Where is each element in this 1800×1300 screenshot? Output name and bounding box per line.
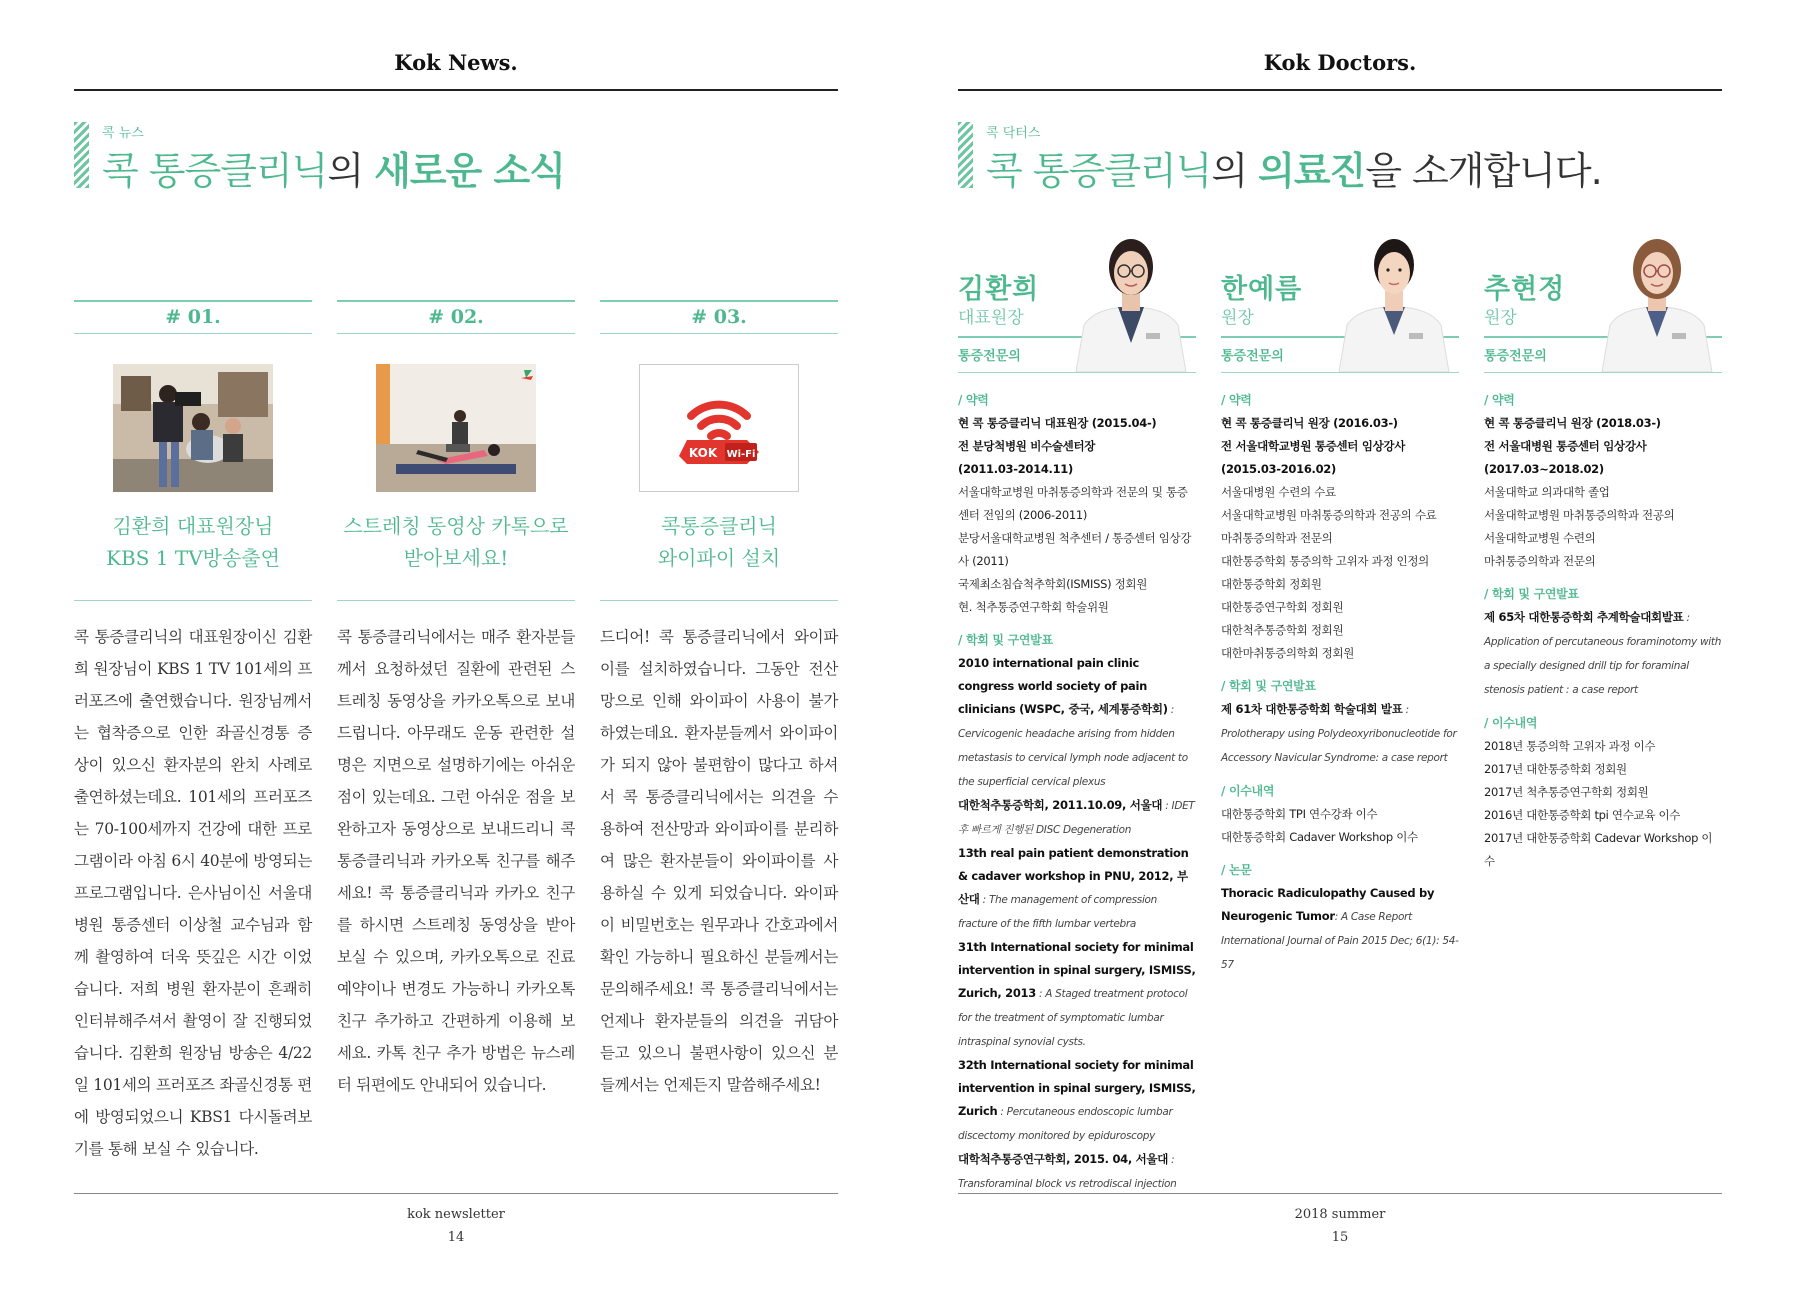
talk-subject: : Cervicogenic headache arising from hidden metastasis to cervical lymph node adjacent to the superficial cervical plexus: [958, 704, 1188, 788]
running-head: Kok Doctors.: [1263, 50, 1417, 75]
running-head: Kok News.: [394, 50, 518, 75]
footer-rule: [74, 1193, 838, 1194]
talk-subject: : Application of percutaneous foraminotomy with a specially designed drill tip for foraminal stenosis patient : a case report: [1484, 612, 1722, 696]
news-item-1: [74, 300, 312, 1165]
right-page: [958, 0, 1722, 1300]
talk-item: [958, 1148, 1196, 1196]
wifi-logo-text: KOK: [688, 446, 718, 460]
section-title: [102, 140, 565, 195]
wifi-icon: [639, 364, 799, 492]
news-photo-tv-shoot: [113, 364, 273, 492]
doctor-name: 김환희: [958, 274, 1040, 305]
talk-subject: : IDET 후 빠르게 진행된 DISC Degeneration: [958, 800, 1195, 836]
training-heading: / 이수내역: [1484, 716, 1538, 730]
doctor-role: 원장: [1484, 308, 1517, 328]
news-title-line2: KBS 1 TV방송출연: [106, 546, 280, 570]
doctor-bio: [958, 389, 1196, 1196]
news-body: 드디어! 콕 통증클리닉에서 와이파이를 설치하였습니다. 그동안 전산망으로 인해 와이파이 사용이 불가하였는데요. 환자분들께서 와이파이가 되지 않아 불편함이 많다고 하셔서 콕 통증클리닉에서는 의견을 수용하여 전산망과 와이파이를 분리하여 많은 환자분들이 와이파이를 사용하실 수 있게 되었습니다. 와이파이 비밀번호는 원무과나 간호과에서 확인 가능하니 필요하신 분들께서는 문의해주세요! 콕 통증클리닉에서는 언제나 환자분들의 의견을 귀담아 듣고 있으니 불편사항이 있으신 분들께서는 언제든지 말씀해주세요!: [600, 628, 838, 1094]
talk-item: [1221, 698, 1459, 770]
doctor-bio: [1484, 389, 1722, 873]
career-item: 마취통증의학과 전문의: [1484, 554, 1596, 568]
doctor-bio: [1221, 389, 1459, 977]
training-item: 2018년 통증의학 고위자 과정 이수: [1484, 739, 1656, 753]
doctor-role: 원장: [1221, 308, 1254, 328]
news-title-line1: 김환희 대표원장님: [112, 514, 274, 538]
left-page: [74, 0, 838, 1300]
doctor-header: [958, 215, 1196, 375]
doctor-portrait: [1592, 215, 1722, 372]
doctor-portrait: [1066, 215, 1196, 372]
career-item: 서울대학교병원 수련의: [1484, 531, 1596, 545]
title-suffix: 을 소개합니다.: [1365, 149, 1602, 193]
stripe-decoration: [74, 122, 89, 188]
talks-heading: / 학회 및 구연발표: [1484, 587, 1579, 601]
doctor-name: 한예름: [1221, 274, 1303, 305]
news-number: # 02.: [337, 300, 575, 334]
talk-item: [958, 794, 1196, 842]
career-highlight: 현 콕 통증클리닉 대표원장 (2015.04-): [958, 416, 1157, 430]
news-item-2: [337, 300, 575, 1101]
career-highlight: 전 서울대학교병원 통증센터 임상강사: [1221, 439, 1406, 453]
news-body: 콕 통증클리닉의 대표원장이신 김환희 원장님이 KBS 1 TV 101세의 프러포즈에 출연했습니다. 원장님께서는 협착증으로 인한 좌골신경통 증상이 있으신 환자분의 완치 사례로 출연하셨는데요. 101세의 프러포즈는 70-100세까지 건강에 대한 프로그램이라 아침 6시 40분에 방영되는 프로그램입니다. 은사님이신 서울대병원 통증센터 이상철 교수님과 함께 촬영하여 더욱 뜻깊은 시간 이었습니다. 저희 병원 환자분이 흔쾌히 인터뷰해주셔서 촬영이 잘 진행되었습니다. 김환희 원장님 방송은 4/22일 101세의 프러포즈 좌골신경통 편에 방영되었으니 KBS1 다시돌려보기를 통해 보실 수 있습니다.: [74, 628, 312, 1158]
footer-label: 2018 summer: [1294, 1207, 1386, 1222]
section-title: [986, 140, 1602, 195]
section-kicker: 콕 뉴스: [102, 126, 144, 141]
title-clinic: 콕 통증클리닉: [986, 149, 1212, 193]
news-item-3: [600, 300, 838, 1101]
talk-item: [958, 1054, 1196, 1148]
talk-title: 대학척추통증연구학회, 2015. 04, 서울대: [958, 1152, 1169, 1166]
talk-title: 대한척추통증학회, 2011.10.09, 서울대: [958, 798, 1163, 812]
career-item: 대한통증연구학회 정회원: [1221, 600, 1344, 614]
wifi-badge-text: Wi-Fi: [726, 449, 756, 460]
career-item: 서울대학교 의과대학 졸업: [1484, 485, 1610, 499]
doctor-name: 추현정: [1484, 274, 1566, 305]
title-emphasis: 새로운 소식: [374, 149, 565, 193]
talk-title: 13th real pain patient demonstration & cadaver workshop in PNU, 2012, 부산대: [958, 846, 1189, 906]
doctor-rule: [1484, 372, 1722, 373]
doctor-header: [1484, 215, 1722, 375]
career-highlight: 전 서울대병원 통증센터 임상강사: [1484, 439, 1647, 453]
section-heading: [958, 120, 1722, 192]
doctor-specialty: 통증전문의: [1221, 349, 1284, 364]
header-rule: [74, 89, 838, 91]
news-photo-stretching: [376, 364, 536, 492]
career-heading: / 약력: [958, 393, 989, 407]
title-particle: 의: [327, 149, 364, 193]
talk-subject: : Transforaminal block vs retrodiscal injection: [958, 1154, 1177, 1190]
news-title: [74, 510, 312, 601]
career-item: 서울대병원 수련의 수료: [1221, 485, 1336, 499]
news-photo-wifi: [639, 364, 799, 492]
news-number: # 01.: [74, 300, 312, 334]
career-item: 마취통증의학과 전문의: [1221, 531, 1333, 545]
news-title-line1: 콕통증클리닉: [661, 514, 777, 538]
title-clinic: 콕 통증클리닉: [102, 149, 328, 193]
page-number: 15: [1331, 1230, 1349, 1245]
paper-title: Thoracic Radiculopathy Caused by Neurogenic Tumor: [1221, 886, 1435, 923]
doctor-specialty: 통증전문의: [958, 349, 1021, 364]
talk-subject: : Prolotherapy using Polydeoxyribonucleotide for Accessory Navicular Syndrome: a case report: [1221, 704, 1457, 764]
career-highlight: (2015.03-2016.02): [1221, 462, 1336, 476]
news-body: 콕 통증클리닉에서는 매주 환자분들께서 요청하셨던 질환에 관련된 스트레칭 동영상을 카카오톡으로 보내드립니다. 아무래도 운동 관련한 설명은 지면으로 설명하기에는 아쉬운 점이 있는데요. 그런 아쉬운 점을 보완하고자 동영상으로 보내드리니 콕 통증클리닉과 카카오톡 친구를 해주세요! 콕 통증클리닉과 카카오 친구를 하시면 스트레칭 동영상을 받아보실 수 있으며, 카카오톡으로 진료 예약이나 변경도 가능하니 카카오톡 친구 추가하고 간편하게 이용해 보세요. 카톡 친구 추가 방법은 뉴스레터 뒤편에도 안내되어 있습니다.: [337, 628, 575, 1094]
doctor-header: [1221, 215, 1459, 375]
stripe-decoration: [958, 122, 973, 188]
talks-heading: / 학회 및 구연발표: [958, 633, 1053, 647]
news-title: [337, 510, 575, 601]
training-item: 대한통증학회 TPI 연수강좌 이수: [1221, 807, 1378, 821]
title-emphasis: 의료진: [1258, 149, 1366, 193]
doctor-profile-3: [1484, 215, 1722, 873]
career-highlight: 현 콕 통증클리닉 원장 (2018.03-): [1484, 416, 1661, 430]
talk-title: 31th International society for minimal intervention in spinal surgery, ISMISS, Zurich, 2013: [958, 940, 1196, 1000]
paper-item: [1221, 882, 1459, 977]
career-heading: / 약력: [1221, 393, 1252, 407]
doctor-profile-1: [958, 215, 1196, 1196]
career-item: 대한척추통증학회 정회원: [1221, 623, 1344, 637]
training-heading: / 이수내역: [1221, 784, 1275, 798]
talks-heading: / 학회 및 구연발표: [1221, 679, 1316, 693]
talk-item: [1484, 606, 1722, 702]
news-title-line2: 와이파이 설치: [657, 546, 781, 570]
doctor-portrait: [1329, 215, 1459, 372]
career-highlight: (2017.03~2018.02): [1484, 462, 1604, 476]
talk-title: 2010 international pain clinic congress world society of pain clinicians (WSPC, 중국, 세계통증학회): [958, 656, 1168, 716]
footer-rule: [958, 1193, 1722, 1194]
doctor-rule: [958, 372, 1196, 373]
career-item: 대한통증학회 정회원: [1221, 577, 1322, 591]
career-heading: / 약력: [1484, 393, 1515, 407]
training-item: 대한통증학회 Cadaver Workshop 이수: [1221, 830, 1418, 844]
section-kicker: 콕 닥터스: [986, 126, 1041, 141]
career-item: 서울대학교병원 마취통증의학과 전공의 수료: [1221, 508, 1437, 522]
talk-item: [958, 936, 1196, 1054]
page-footer: [74, 1203, 838, 1249]
news-title-line2: 받아보세요!: [403, 546, 509, 570]
career-item: 국제최소침습척추학회(ISMISS) 정회원: [958, 577, 1148, 591]
career-highlight: 전 분당척병원 비수술센터장: [958, 439, 1096, 453]
career-item: 대한마취통증의학회 정회원: [1221, 646, 1355, 660]
talk-title: 제 61차 대한통증학회 학술대회 발표: [1221, 702, 1403, 716]
training-item: 2016년 대한통증학회 tpi 연수교육 이수: [1484, 808, 1681, 822]
title-particle: 의: [1211, 149, 1248, 193]
talk-item: [958, 652, 1196, 794]
news-title: [600, 510, 838, 601]
talk-item: [958, 842, 1196, 936]
footer-label: kok newsletter: [407, 1207, 505, 1222]
paper-citation: : A Case Report International Journal of Pain 2015 Dec; 6(1): 54-57: [1221, 911, 1459, 971]
header-rule: [958, 89, 1722, 91]
doctor-specialty: 통증전문의: [1484, 349, 1547, 364]
section-heading: [74, 120, 838, 192]
page-footer: [958, 1203, 1722, 1249]
doctor-rule: [1221, 372, 1459, 373]
news-number: # 03.: [600, 300, 838, 334]
career-item: 서울대학교병원 마취통증의학과 전공의: [1484, 508, 1675, 522]
talk-subject: : The management of compression fracture of the fifth lumbar vertebra: [958, 894, 1158, 930]
page-number: 14: [447, 1230, 465, 1245]
doctor-role: 대표원장: [958, 308, 1024, 328]
career-item: 서울대학교병원 마취통증의학과 전문의 및 통증센터 전임의 (2006-2011): [958, 485, 1188, 522]
doctor-profile-2: [1221, 215, 1459, 977]
news-title-line1: 스트레칭 동영상 카톡으로: [343, 514, 569, 538]
talk-title: 제 65차 대한통증학회 추계학술대회발표: [1484, 610, 1684, 624]
training-item: 2017년 척추통증연구학회 정회원: [1484, 785, 1649, 799]
talk-title: 32th International society for minimal intervention in spinal surgery, ISMISS, Zurich: [958, 1058, 1196, 1118]
talk-subject: : Percutaneous endoscopic lumbar discectomy monitored by epiduroscopy: [958, 1106, 1173, 1142]
training-item: 2017년 대한통증학회 정회원: [1484, 762, 1627, 776]
career-item: 현. 척추통증연구학회 학술위원: [958, 600, 1109, 614]
paper-heading: / 논문: [1221, 863, 1252, 877]
career-item: 분당서울대학교병원 척추센터 / 통증센터 임상강사 (2011): [958, 531, 1192, 568]
training-item: 2017년 대한통증학회 Cadevar Workshop 이수: [1484, 831, 1713, 868]
talk-subject: : A Staged treatment protocol for the treatment of symptomatic lumbar intraspinal synovial cysts.: [958, 988, 1188, 1048]
career-highlight: 현 콕 통증클리닉 원장 (2016.03-): [1221, 416, 1398, 430]
career-highlight: (2011.03-2014.11): [958, 462, 1073, 476]
career-item: 대한통증학회 통증의학 고위자 과정 인정의: [1221, 554, 1429, 568]
